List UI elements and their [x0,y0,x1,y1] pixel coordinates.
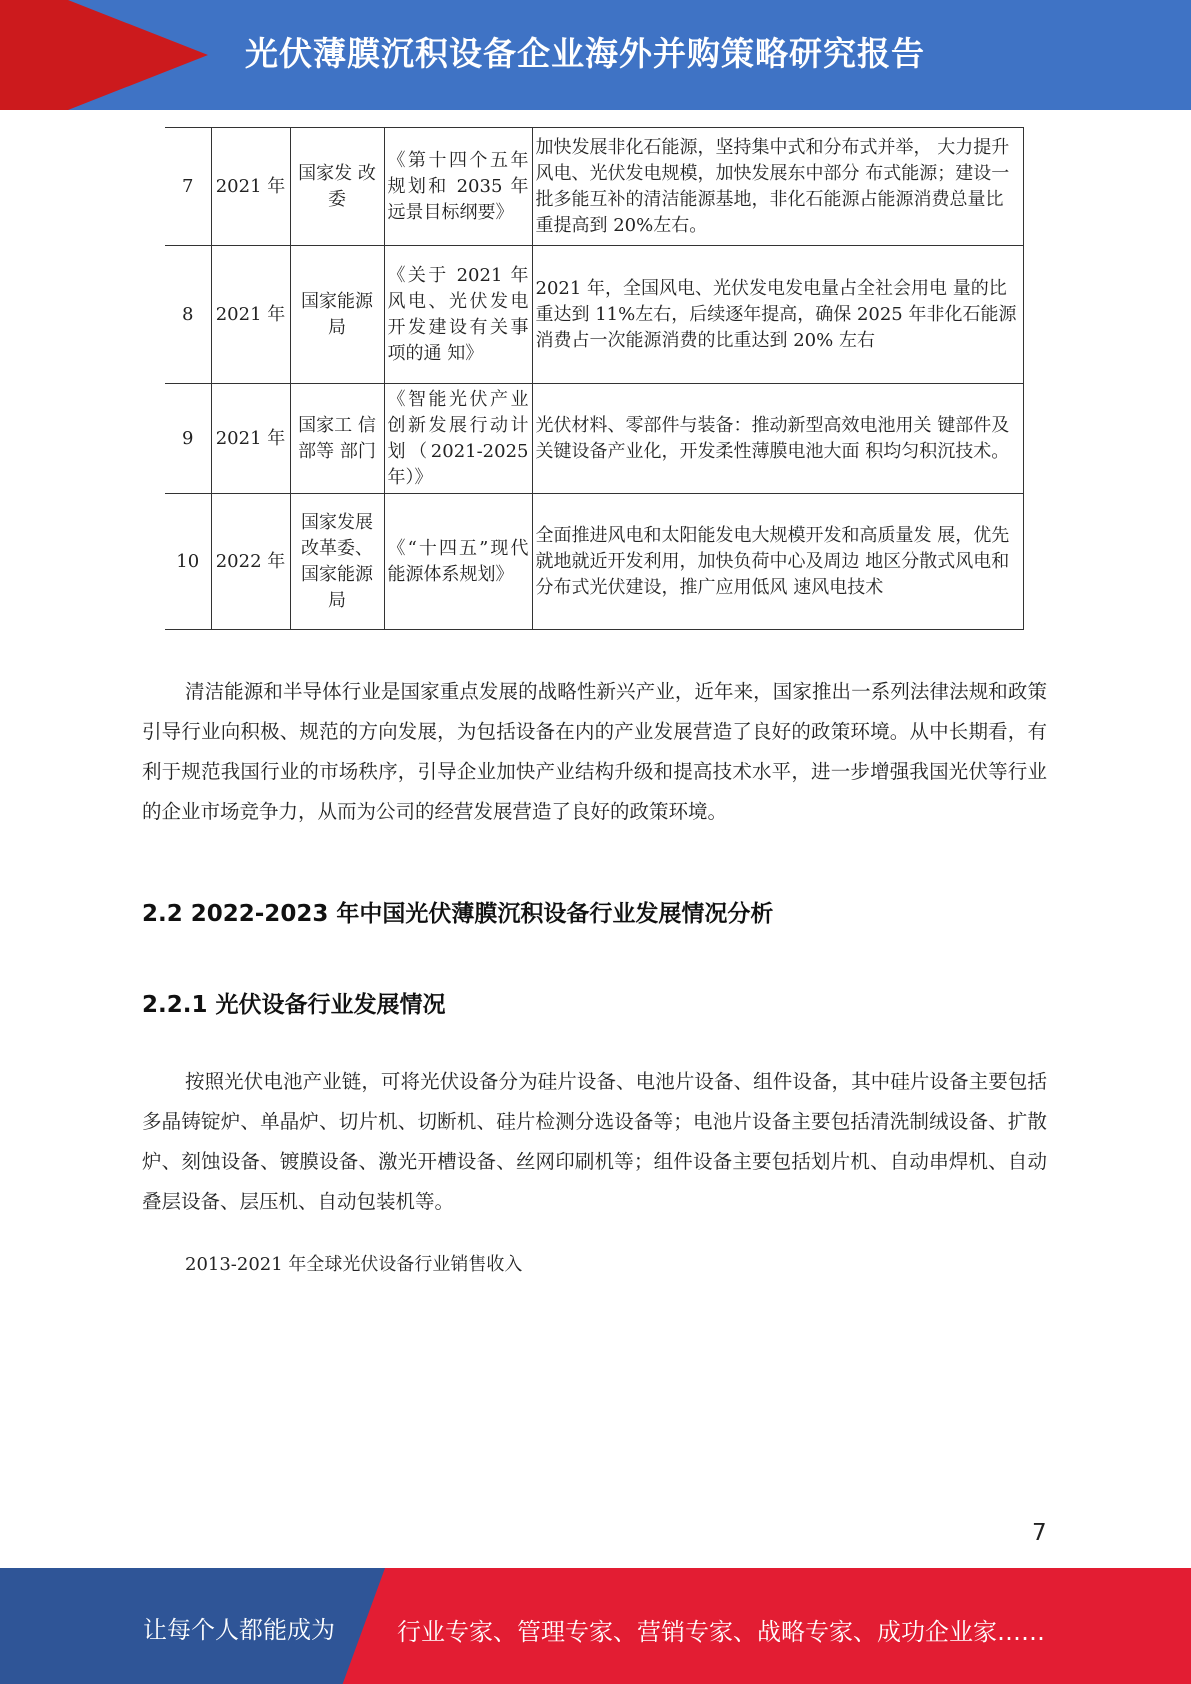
table-row [165,128,1023,246]
row-year: 2022 年 [211,494,290,630]
header-banner [0,0,1191,110]
equipment-intro-paragraph: 按照光伏电池产业链，可将光伏设备分为硅片设备、电池片设备、组件设备，其中硅片设备主要包括多晶铸锭炉、单晶炉、切片机、切断机、硅片检测分选设备等；电池片设备主要包括清洗制绒设备、扩散炉、刻蚀设备、镀膜设备、激光开槽设备、丝网印刷机等；组件设备主要包括划片机、自动串焊机、自动叠层设备、层压机、自动包装机等。 [142,1070,1047,1213]
row-document: 《“十四五”现代能源体系规划》 [384,494,532,630]
page-number: 7 [1032,1520,1047,1546]
row-document: 《关于 2021 年风电、光伏发电开发建设有关事项的通 知》 [384,246,532,384]
policy-summary-paragraph: 清洁能源和半导体行业是国家重点发展的战略性新兴产业，近年来，国家推出一系列法律法规和政策引导行业向积极、规范的方向发展，为包括设备在内的产业发展营造了良好的政策环境。从中长期看，有利于规范我国行业的市场秩序，引导企业加快产业结构升级和提高技术水平，进一步增强我国光伏等行业的企业市场竞争力，从而为公司的经营发展营造了良好的政策环境。 [142,680,1047,823]
row-content: 加快发展非化石能源，坚持集中式和分布式并举， 大力提升风电、光伏发电规模，加快发展东中部分 布式能源；建设一批多能互补的清洁能源基地，非化石能源占能源消费总量比重提高到 20%左右。 [532,128,1023,246]
subsection-heading: 2.2.1 光伏设备行业发展情况 [142,992,446,1018]
row-year: 2021 年 [211,128,290,246]
header-red-block [0,0,68,110]
row-number: 8 [165,246,211,384]
row-document: 《智能光伏产业创新发展行动计划（2021-2025 年）》 [384,384,532,494]
row-content: 2021 年，全国风电、光伏发电发电量占全社会用电 量的比重达到 11%左右，后续逐年提高，确保 2025 年非化石能源消费占一次能源消费的比重达到 20% 左右 [532,246,1023,384]
row-number: 7 [165,128,211,246]
table-row [165,494,1023,630]
figure-caption: 2013-2021 年全球光伏设备行业销售收入 [185,1254,523,1275]
footer-slogan-left: 让每个人都能成为 [143,1616,335,1644]
row-document: 《第十四个五年规划和 2035 年远景目标纲要》 [384,128,532,246]
row-content: 全面推进风电和太阳能发电大规模开发和高质量发 展，优先就地就近开发利用，加快负荷中心及周边 地区分散式风电和分布式光伏建设，推广应用低风 速风电技术 [532,494,1023,630]
footer-banner [0,1568,1191,1684]
row-year: 2021 年 [211,246,290,384]
row-content: 光伏材料、零部件与装备：推动新型高效电池用关 键部件及关键设备产业化，开发柔性薄膜电池大面 积均匀积沉技术。 [532,384,1023,494]
row-year: 2021 年 [211,384,290,494]
row-number: 10 [165,494,211,630]
policy-table [165,127,1024,630]
row-number: 9 [165,384,211,494]
footer-slogan-right: 行业专家、管理专家、营销专家、战略专家、成功企业家…… [397,1618,1045,1646]
table-row [165,246,1023,384]
table-row [165,384,1023,494]
row-organization: 国家发 改委 [290,128,384,246]
row-organization: 国家发展改革委、国家能源局 [290,494,384,630]
row-organization: 国家工 信部等 部门 [290,384,384,494]
report-title: 光伏薄膜沉积设备企业海外并购策略研究报告 [245,34,925,73]
header-red-arrow [68,0,208,110]
section-heading: 2.2 2022-2023 年中国光伏薄膜沉积设备行业发展情况分析 [142,901,774,927]
row-organization: 国家能源局 [290,246,384,384]
